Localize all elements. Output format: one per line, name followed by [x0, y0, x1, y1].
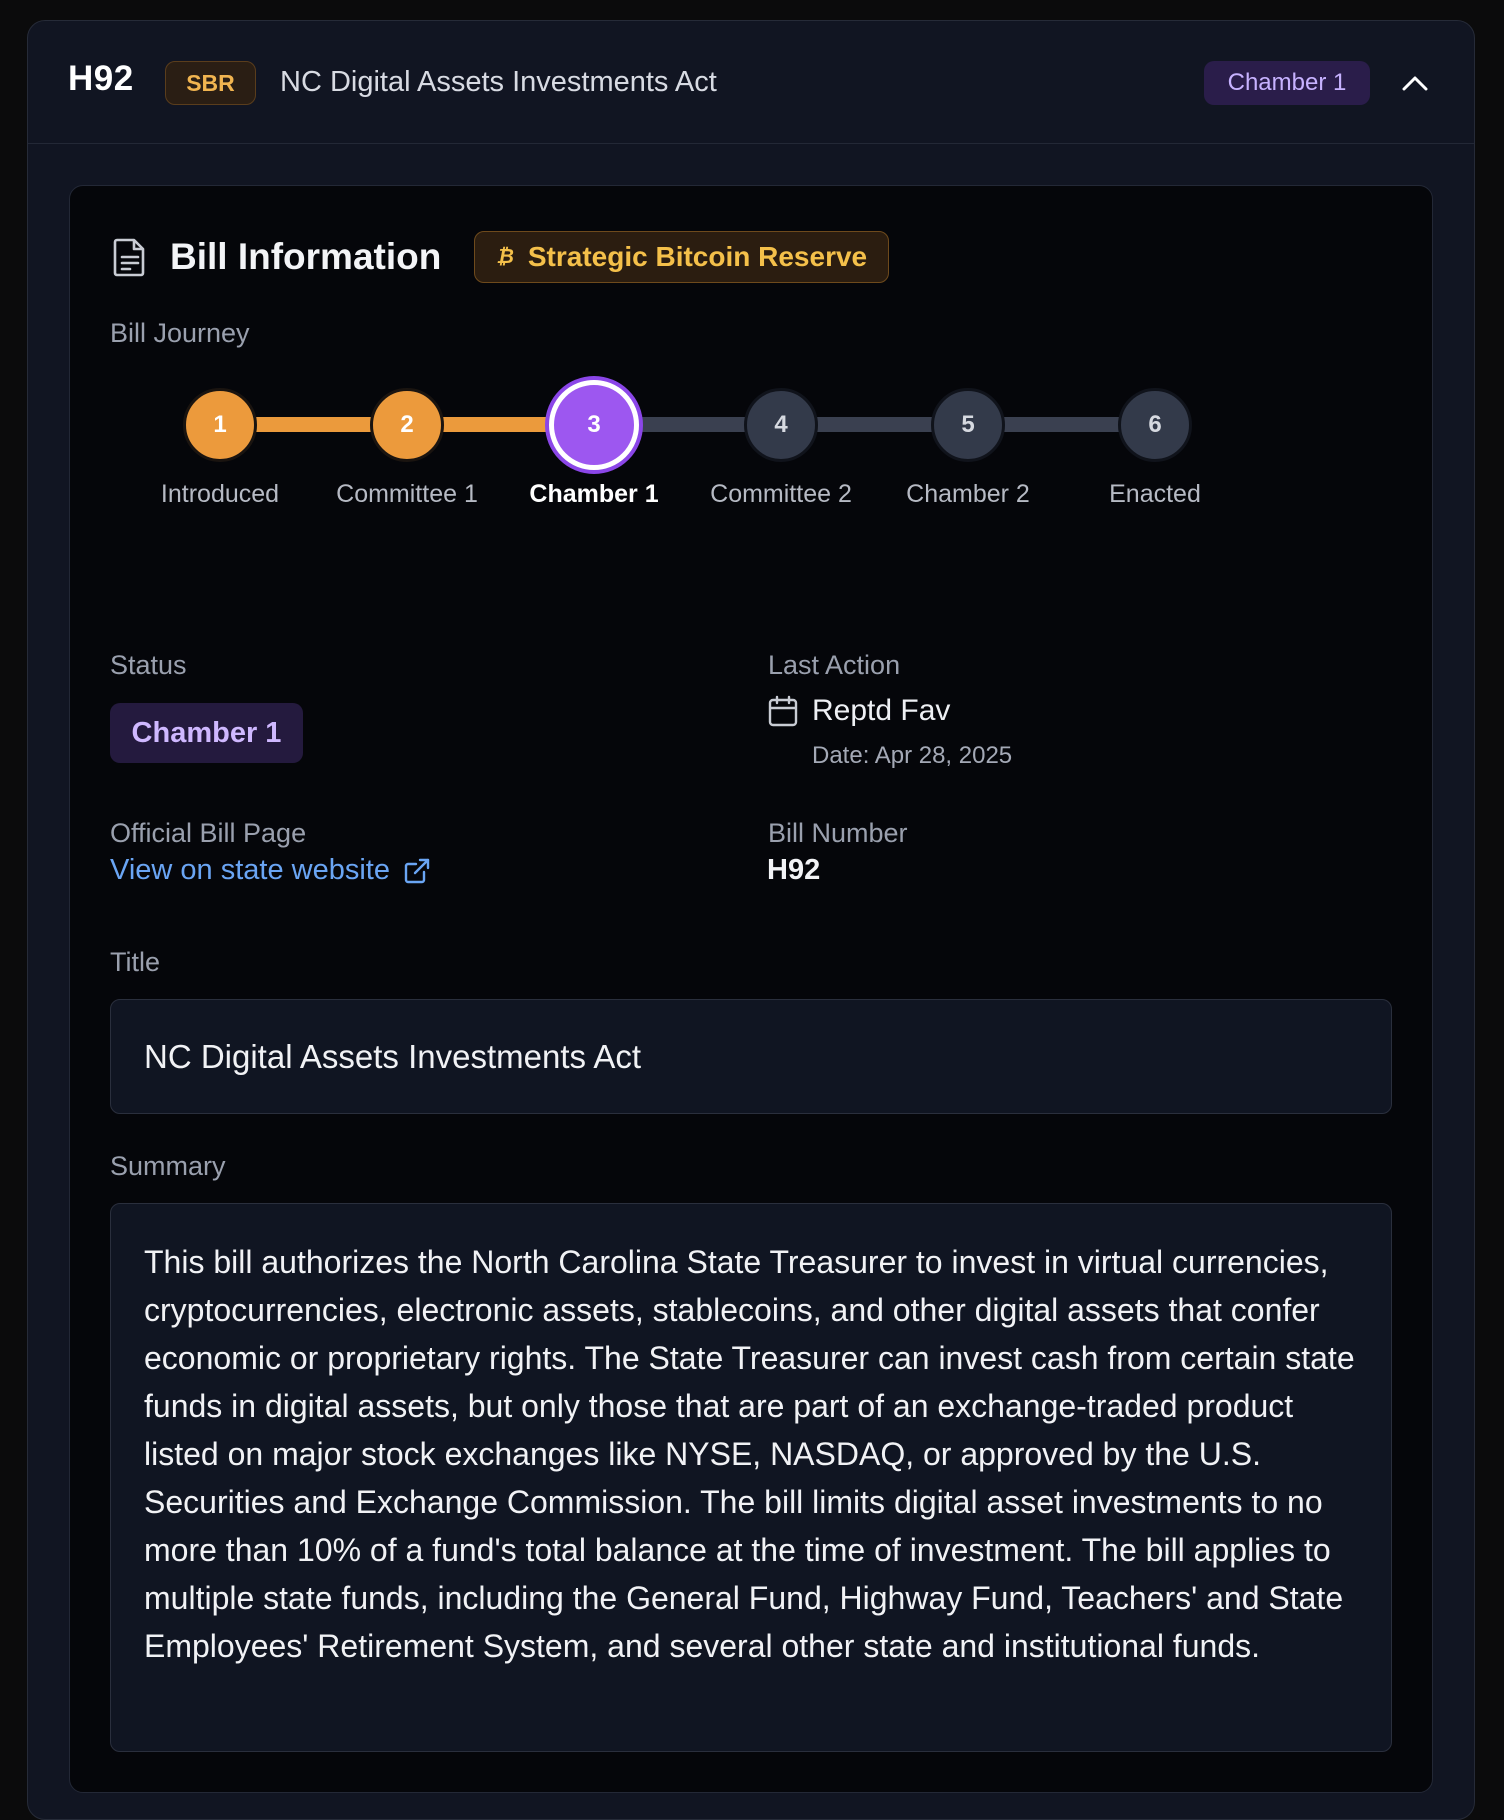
- bill-number-label: Bill Number: [768, 818, 908, 848]
- summary-box: [110, 1203, 1392, 1752]
- document-icon: [112, 237, 148, 277]
- summary-value: This bill authorizes the North Carolina State Treasurer to invest in virtual currencies, cryptocurrencies, electronic assets, stablecoins, and other digital assets that confer economic or proprietary rights. The State Treasurer can invest cash from certain state funds in digital assets, but only those that are part of an exchange-traded product listed on major stock exchanges like NYSE, NASDAQ, or approved by the U.S. Securities and Exchange Commission. The bill limits digital asset investments to no more than 10% of a fund's total balance at the time of investment. The bill applies to multiple state funds, including the General Fund, Highway Fund, Teachers' and State Employees' Retirement System, and several other state and institutional funds.: [144, 1244, 1355, 1664]
- calendar-icon: [768, 695, 798, 727]
- category-badge: [474, 231, 889, 283]
- journey-step-4: 4: [744, 388, 818, 462]
- bill-id: H92: [68, 59, 134, 98]
- bitcoin-icon: ₿: [496, 245, 514, 268]
- chevron-up-icon: [1402, 75, 1428, 91]
- journey-step-2: 2: [370, 388, 444, 462]
- bill-number-value: H92: [767, 854, 821, 886]
- journey-step-label: Committee 1: [336, 480, 478, 508]
- section-title: Bill Information: [170, 236, 442, 277]
- journey-step-label: Introduced: [160, 480, 280, 508]
- bill-card-header[interactable]: [28, 21, 1474, 144]
- journey-step-label: Chamber 2: [906, 480, 1030, 508]
- collapse-button[interactable]: [1398, 67, 1432, 99]
- status-label: Status: [110, 650, 187, 680]
- journey-step-label: Chamber 1: [529, 480, 659, 508]
- category-label: Strategic Bitcoin Reserve: [527, 241, 868, 272]
- header-bill-title: NC Digital Assets Investments Act: [280, 66, 717, 98]
- section-header: [112, 231, 889, 283]
- last-action-date: Date: Apr 28, 2025: [812, 742, 1013, 769]
- title-label: Title: [110, 947, 161, 977]
- last-action-label: Last Action: [768, 650, 901, 680]
- journey-step-6: 6: [1118, 388, 1192, 462]
- header-status-badge: Chamber 1: [1204, 61, 1370, 105]
- journey-step-label: Enacted: [1109, 480, 1201, 508]
- sbr-badge: SBR: [165, 61, 256, 105]
- title-value: NC Digital Assets Investments Act: [144, 1038, 642, 1075]
- journey-step-5: 5: [931, 388, 1005, 462]
- official-bill-page-label: Official Bill Page: [110, 818, 307, 848]
- last-action: [768, 686, 1368, 776]
- summary-label: Summary: [110, 1151, 226, 1181]
- external-link-icon: [404, 858, 430, 884]
- journey-step-1: 1: [183, 388, 257, 462]
- bill-journey-tracker: [70, 376, 1432, 516]
- bill-information-panel: [69, 185, 1433, 1793]
- journey-step-3: 3: [549, 380, 639, 470]
- bill-journey-label: Bill Journey: [110, 318, 250, 348]
- state-website-link[interactable]: [110, 854, 430, 887]
- state-website-link-text: View on state website: [110, 854, 390, 886]
- bill-card: [27, 20, 1475, 1820]
- title-box: [110, 999, 1392, 1114]
- last-action-value: Reptd Fav: [812, 694, 951, 727]
- status-badge: Chamber 1: [110, 703, 303, 763]
- journey-step-label: Committee 2: [710, 480, 852, 508]
